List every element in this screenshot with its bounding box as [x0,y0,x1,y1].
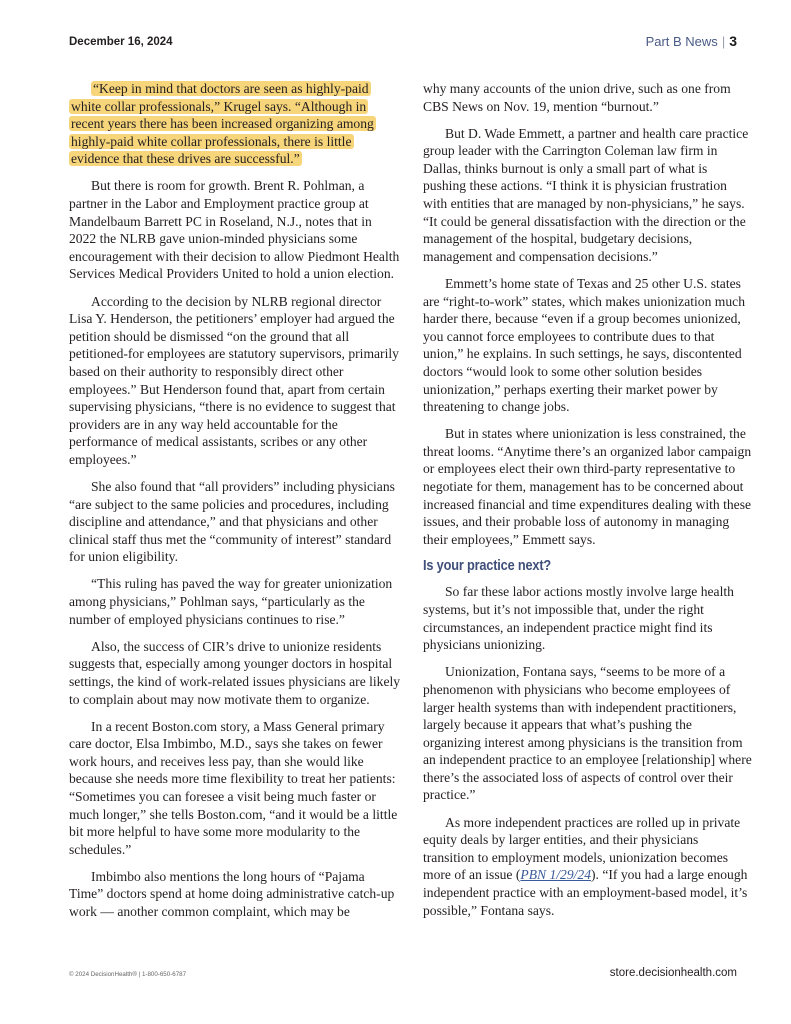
body-paragraph: She also found that “all providers” including physicians “are subject to the same policies and procedures, including discipline and attendance,” and that physicians and other clinical staff thus met the “community of interest” standard for union eligibility. [69,478,395,565]
body-paragraph: Emmett’s home state of Texas and 25 other U.S. states are “right-to-work” states, which makes unionization much harder there, because “even if a group becomes unionized, you cannot force employees to contribute dues to that union,” he explains. In such settings, he says, discontented doctors “would look to some other solution besides unionization,” perhaps exerting their market power by threatening to change jobs. [423,275,745,415]
continued-paragraph: why many accounts of the union drive, such as one from CBS News on Nov. 19, mention “burnout.” [423,81,731,114]
highlighted-quote-paragraph [69,80,402,168]
left-column [69,80,402,930]
body-paragraph: But in states where unionization is less constrained, the threat looms. “Anytime there’s an organized labor campaign or employees elect their own third-party representative to negotiate for them, management has to be concerned about increased financial and time expenditures dealing with these issues, and their probable loss of autonomy in managing their employees,” Emmett says. [423,426,752,547]
page-header [646,33,737,49]
body-paragraph: Also, the success of CIR’s drive to unionize residents suggests that, especially among younger doctors in hospital settings, the kind of work-related issues physicians are likely to complain about may now motivate them to organize. [69,638,401,707]
highlighted-quote: “Keep in mind that doctors are seen as highly-paid white collar professionals,” Krugel says. “Although in recent years there has been increased organizing among highly-paid white collar professionals, there is little evidence that these drives are successful.” [71,81,374,167]
footer-website[interactable]: store.decisionhealth.com [609,967,737,979]
section-heading: Is your practice next? [423,557,552,574]
footer-copyright: © 2024 DecisionHealth® | 1-800-650-6787 [69,971,187,978]
body-paragraph-with-reference [423,814,753,920]
body-paragraph: But there is room for growth. Brent R. Pohlman, a partner in the Labor and Employment practice group at Mandelbaum Barrett PC in Roseland, N.J., notes that in 2022 the NLRB gave union-minded physicians some encouragement with their decision to allow Piedmont Health Services Medical Providers United to hold a union election. [69,178,400,282]
body-paragraph: But D. Wade Emmett, a partner and health care practice group leader with the Carrington Coleman law firm in Dallas, thinks burnout is only a small part of what is pushing these actions. “I think it is physician frustration with entities that are managed by non-physicians,” he says. “It could be general dissatisfaction with the direction or the management of the hospital, budgetary decisions, management and compensation decisions.” [423,125,749,264]
publication-name: Part B News [645,34,718,49]
right-column [423,80,753,929]
issue-date: December 16, 2024 [69,36,173,48]
body-paragraph: In a recent Boston.com story, a Mass General primary care doctor, Elsa Imbimbo, M.D., says she takes on fewer work hours, and receives less pay, than she would like because she needs more time flexibility to treat her patients: “Sometimes you can foresee a visit being much faster or much longer,” she tells Boston.com, “and it would be a little bit more helpful to have some more modularity to the schedules.” [69,718,398,857]
header-separator: | [721,34,726,49]
body-paragraph: “This ruling has paved the way for greater unionization among physicians,” Pohlman says, “particularly as the number of employed physicians continues to rise.” [69,576,393,627]
pbn-reference-link[interactable]: PBN 1/29/24 [520,867,592,883]
body-paragraph: Unionization, Fontana says, “seems to be more of a phenomenon with physicians who become employees of larger health systems than with independent practitioners, largely because it appears that what’s pushing the organizing interest among physicians is the transition from an independent practice to an employee [relationship] where there’s the associated loss of aspects of control over their practice.” [423,664,752,803]
body-paragraph: Imbimbo also mentions the long hours of “Pajama Time” doctors spend at home doing administrative catch-up work — another common complaint, which may be [69,868,395,920]
paragraph-text: ). “If you had a large enough independent practice with an employment-based model, it’s possible,” Fontana says. [423,867,748,918]
body-paragraph: According to the decision by NLRB regional director Lisa Y. Henderson, the petitioners’ employer had argued the petition should be dismissed “on the ground that all petitioned-for employees are statutory supervisors, primarily based on their authority to responsibly direct other employees.” But Henderson found that, apart from certain supervising physicians, “there is no evidence to suggest that providers are in any way held accountable for the performance of medical assistants, scribes or any other employees.” [69,293,399,467]
body-paragraph: So far these labor actions mostly involve large health systems, but it’s not impossible that, under the right circumstances, an independent practice might find its physicians unionizing. [423,584,734,653]
paragraph-text: As more independent practices are rolled up in private equity deals by larger entities, and their physicians transition to employment models, unionization becomes more of an issue ( [423,814,741,883]
page-number: 3 [729,33,737,49]
